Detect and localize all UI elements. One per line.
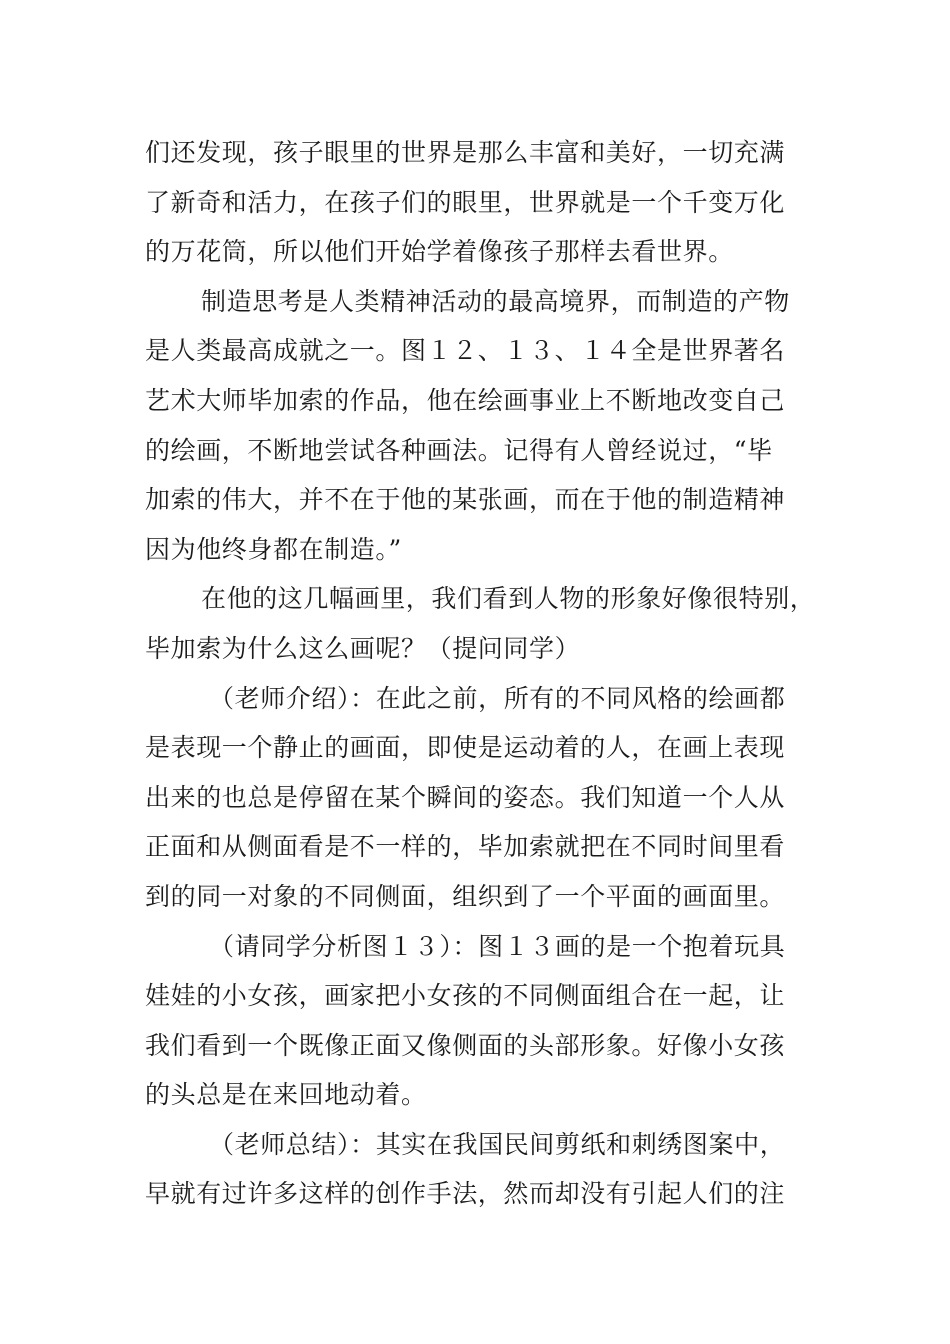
text-line-10: 在他的这几幅画里，我们看到人物的形象好像很特别，: [201, 584, 816, 614]
text-line-14: 出来的也总是停留在某个瞬间的姿态。我们知道一个人从: [145, 782, 786, 812]
text-line-12: （老师介绍）：在此之前，所有的不同风格的绘画都: [209, 683, 786, 713]
text-line-1: 们还发现，孩子眼里的世界是那么丰富和美好，一切充满: [145, 138, 786, 167]
text-line-11: 毕加索为什么这么画呢？（提问同学）: [145, 633, 581, 663]
text-line-20: 的头总是在来回地动着。: [145, 1080, 427, 1110]
text-line-17: （请同学分析图１３）：图１３画的是一个抱着玩具: [209, 931, 786, 961]
text-line-8: 加索的伟大，并不在于他的某张画，而在于他的制造精神: [145, 485, 786, 515]
text-line-5: 是人类最高成就之一。图１２、１３、１４全是世界著名: [145, 336, 786, 366]
text-line-21: （老师总结）：其实在我国民间剪纸和刺绣图案中，: [209, 1129, 786, 1159]
text-line-18: 娃娃的小女孩，画家把小女孩的不同侧面组合在一起，让: [145, 981, 786, 1011]
text-line-7: 的绘画，不断地尝试各种画法。记得有人曾经说过，“毕: [145, 435, 773, 465]
text-line-19: 我们看到一个既像正面又像侧面的头部形象。好像小女孩: [145, 1030, 786, 1060]
text-line-6: 艺术大师毕加索的作品，他在绘画事业上不断地改变自己: [145, 385, 786, 415]
text-line-22: 早就有过许多这样的创作手法，然而却没有引起人们的注: [145, 1179, 786, 1209]
text-line-3: 的万花筒，所以他们开始学着像孩子那样去看世界。: [145, 237, 734, 267]
text-line-2: 了新奇和活力，在孩子们的眼里，世界就是一个千变万化: [145, 187, 786, 217]
text-line-16: 到的同一对象的不同侧面，组织到了一个平面的画面里。: [145, 881, 786, 911]
text-line-9: 因为他终身都在制造。”: [145, 534, 402, 564]
text-line-4: 制造思考是人类精神活动的最高境界，而制造的产物: [201, 286, 790, 316]
text-line-13: 是表现一个静止的画面，即使是运动着的人，在画上表现: [145, 733, 786, 763]
body-text: [145, 128, 817, 1219]
text-line-15: 正面和从侧面看是不一样的，毕加索就把在不同时间里看: [145, 832, 786, 862]
